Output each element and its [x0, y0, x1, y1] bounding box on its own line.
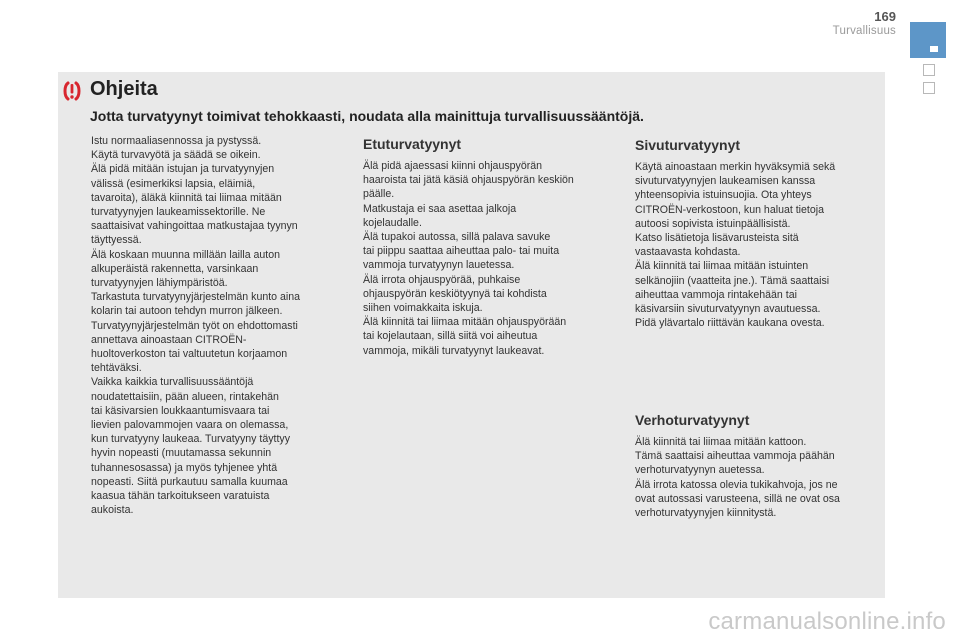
- text-line: nopeasti. Siitä purkautuu samalla kuumaa: [91, 475, 288, 488]
- panel-title: Ohjeita: [90, 78, 158, 100]
- text-line: Tämä saattaisi aiheuttaa vammoja päähän: [635, 450, 835, 463]
- page-header: [833, 9, 896, 37]
- text-line: Älä pidä ajaessasi kiinni ohjauspyörän: [363, 160, 543, 172]
- section-tab-active[interactable]: [910, 22, 946, 58]
- text-line: Pidä ylävartalo riittävän kaukana ovesta.: [635, 317, 825, 330]
- text-line: Matkustaja ei saa asettaa jalkoja: [363, 202, 517, 215]
- text-line: saattaisivat vahingoittaa matkustajaa tyynyn: [91, 220, 298, 233]
- safety-panel: [58, 72, 885, 598]
- text-line: selkänojiin (vaatteita jne.). Tämä saattaisi: [635, 274, 830, 287]
- text-line: alkuperäistä rakennetta, varsinkaan: [91, 262, 259, 275]
- front-airbags-heading: Etuturvatyynyt: [363, 136, 462, 152]
- text-line: kojelaudalle.: [363, 216, 422, 229]
- text-line: annettava ainoastaan CITROËN-: [91, 333, 247, 346]
- text-line: turvatyynyjen lähiympäristöä.: [91, 277, 228, 290]
- text-line: yhteensopivia istuinsuojia. Ota yhteys: [635, 189, 812, 202]
- text-line: tai piippu saattaa aiheuttaa palo- tai muita: [363, 245, 560, 258]
- text-line: tai käsivarsien loukkaantumisvaara tai: [91, 404, 270, 417]
- text-line: lievien palovammojen vaara on olemassa,: [91, 419, 289, 432]
- text-line: ohjauspyörän keskiötyynyä tai kohdista: [363, 287, 547, 300]
- watermark[interactable]: carmanualsonline.info: [708, 608, 946, 635]
- text-line: aukoista.: [91, 504, 134, 517]
- text-line: välissä (esimerkiksi lapsia, eläimiä,: [91, 177, 256, 190]
- text-line: päälle.: [363, 188, 395, 201]
- text-line: kun turvatyyny laukeaa. Turvatyyny täyttyy: [91, 433, 291, 446]
- text-line: Älä pidä mitään istujan ja turvatyynyjen: [91, 163, 275, 176]
- warning-exclamation-icon: [62, 81, 82, 101]
- text-line: Älä tupakoi autossa, sillä palava savuke: [363, 231, 551, 244]
- side-airbags-text: [635, 160, 880, 330]
- front-airbags-section: [363, 136, 608, 358]
- front-airbags-text: [363, 159, 608, 358]
- text-line: tuhannesosassa) ja myös tyhjenee yhtä: [91, 461, 278, 474]
- text-line: Käytä ainoastaan merkin hyväksymiä sekä: [635, 161, 836, 173]
- text-line: Älä irrota katossa olevia tukikahvoja, jos ne: [635, 478, 838, 491]
- text-line: vastaavasta kohdasta.: [635, 246, 741, 259]
- text-line: Älä koskaan muunna millään lailla auton: [91, 248, 281, 261]
- text-line: autoosi sopivista istuinpäällisistä.: [635, 217, 791, 230]
- text-line: hyvin nopeasti (muutamassa sekunnin: [91, 447, 272, 460]
- text-line: verhoturvatyynyn auetessa.: [635, 464, 765, 477]
- text-line: Istu normaaliasennossa ja pystyssä.: [91, 135, 262, 147]
- text-line: tai kojelautaan, sillä siitä voi aiheutua: [363, 330, 538, 343]
- text-line: verhoturvatyynyjen kiinnitystä.: [635, 507, 777, 520]
- text-line: kaasua tähän tarkoitukseen varatuista: [91, 490, 270, 503]
- section-tab[interactable]: [923, 64, 935, 76]
- text-line: täyttyessä.: [91, 234, 142, 247]
- text-line: Älä kiinnitä tai liimaa mitään ohjauspyörään: [363, 316, 567, 329]
- text-line: Käytä turvavyötä ja säädä se oikein.: [91, 149, 261, 162]
- text-line: ovat autossasi varusteena, sillä ne ovat osa: [635, 492, 840, 505]
- text-line: noudatettaisiin, pään alueen, rintakehän: [91, 390, 279, 403]
- text-line: huoltoverkoston tai valtuutetun korjaamon: [91, 348, 288, 361]
- curtain-airbags-text: [635, 435, 880, 520]
- curtain-airbags-section: [635, 412, 880, 520]
- tab-marker-icon: [930, 46, 938, 52]
- section-title: Turvallisuus: [832, 25, 896, 37]
- text-line: CITROËN-verkostoon, kun haluat tietoja: [635, 203, 825, 216]
- panel-subtitle: Jotta turvatyynyt toimivat tehokkaasti, noudata alla mainittuja turvallisuussääntöjä.: [90, 108, 644, 124]
- intro-text: [91, 134, 327, 517]
- side-airbags-heading: Sivuturvatyynyt: [635, 137, 741, 153]
- text-line: tehtäväksi.: [91, 362, 142, 375]
- text-line: vammoja, mikäli turvatyynyt laukeavat.: [363, 344, 545, 357]
- text-line: Älä irrota ohjauspyörää, puhkaise: [363, 273, 521, 286]
- text-line: Älä kiinnitä tai liimaa mitään kattoon.: [635, 436, 807, 448]
- text-line: turvatyynyjen laukeamissektorille. Ne: [91, 206, 266, 219]
- curtain-airbags-heading: Verhoturvatyynyt: [635, 412, 750, 428]
- text-line: Vaikka kaikkia turvallisuussääntöjä: [91, 376, 254, 389]
- text-line: haaroista tai jätä käsiä ohjauspyörän keskiön: [363, 174, 574, 187]
- text-line: aiheuttaa vammoja rintakehään tai: [635, 288, 797, 301]
- text-line: Katso lisätietoja lisävarusteista sitä: [635, 232, 799, 245]
- text-line: tavaroita), äläkä kiinnitä tai liimaa mitään: [91, 191, 282, 204]
- text-line: Älä kiinnitä tai liimaa mitään istuinten: [635, 260, 809, 273]
- text-line: Turvatyynyjärjestelmän työt on ehdottomasti: [91, 319, 298, 332]
- section-tab[interactable]: [923, 82, 935, 94]
- text-line: Tarkastuta turvatyynyjärjestelmän kunto aina: [91, 291, 301, 304]
- side-airbags-section: [635, 137, 880, 330]
- text-line: sivuturvatyynyjen laukeamisen kanssa: [635, 175, 816, 188]
- text-line: vammoja turvatyynyn lauetessa.: [363, 259, 515, 272]
- text-line: siihen voimakkaita iskuja.: [363, 302, 483, 315]
- text-line: kolarin tai autoon tehdyn murron jälkeen.: [91, 305, 283, 318]
- page-number: 169: [874, 9, 896, 24]
- text-line: käsivarsiin sivuturvatyynyn avautuessa.: [635, 303, 821, 316]
